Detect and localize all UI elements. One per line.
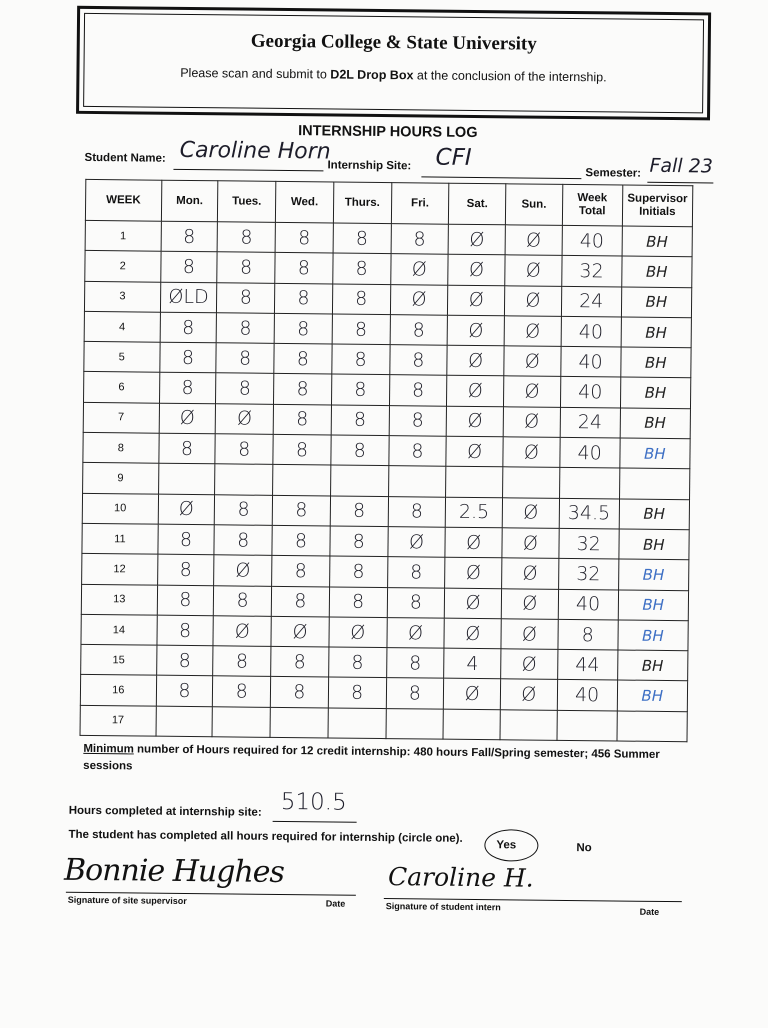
internship-site-value: CFI xyxy=(435,144,472,171)
day-hours: 8 xyxy=(333,223,391,254)
day-hours: Ø xyxy=(444,618,501,649)
student-name-line xyxy=(173,169,323,172)
supervisor-signature: Bonnie Hughes xyxy=(63,852,285,891)
day-hours: 8 xyxy=(386,678,444,709)
day-hours: 8 xyxy=(389,375,447,406)
day-hours: 8 xyxy=(387,587,445,618)
supervisor-date-label: Date xyxy=(325,898,346,909)
day-hours xyxy=(330,465,388,496)
day-hours: 8 xyxy=(388,436,446,467)
supervisor-initials: BH xyxy=(622,226,693,257)
day-hours: Ø xyxy=(504,376,561,407)
day-hours: 8 xyxy=(159,342,216,373)
day-hours: 8 xyxy=(330,496,388,527)
day-hours: 8 xyxy=(272,495,330,526)
day-hours xyxy=(212,707,270,738)
day-hours xyxy=(443,709,500,740)
semester-label: Semester: xyxy=(585,167,642,180)
day-hours xyxy=(158,464,215,495)
hours-completed-value: 510.5 xyxy=(280,788,347,816)
day-hours: 8 xyxy=(274,344,332,375)
day-hours: Ø xyxy=(502,558,559,589)
supervisor-signature-label: Signature of site supervisor xyxy=(67,894,187,906)
day-hours: 8 xyxy=(216,343,274,374)
student-name-label: Student Name: xyxy=(84,151,166,165)
day-hours: Ø xyxy=(158,494,215,525)
week-number: 16 xyxy=(80,675,156,706)
day-hours xyxy=(388,466,446,497)
internship-site-label: Internship Site: xyxy=(327,159,412,173)
day-hours: 8 xyxy=(160,312,217,343)
day-hours: 8 xyxy=(386,648,444,679)
student-name-value: Caroline Horn xyxy=(179,137,331,165)
day-hours: 8 xyxy=(275,222,333,253)
week-number: 15 xyxy=(81,645,157,676)
week-total: 40 xyxy=(561,316,621,347)
day-hours: 8 xyxy=(160,251,217,282)
supervisor-initials: BH xyxy=(621,287,692,318)
day-hours xyxy=(270,707,328,738)
day-hours: Ø xyxy=(387,617,445,648)
day-hours: 8 xyxy=(331,374,389,405)
university-name: Georgia College & State University xyxy=(250,30,537,55)
day-hours: Ø xyxy=(503,437,560,468)
day-hours: 8 xyxy=(272,556,330,587)
day-hours xyxy=(328,708,386,739)
week-total: 40 xyxy=(560,437,620,468)
column-header: Thurs. xyxy=(333,182,391,224)
day-hours: 8 xyxy=(332,344,390,375)
day-hours: Ø xyxy=(215,404,273,435)
day-hours xyxy=(156,706,213,737)
day-hours: 8 xyxy=(217,222,275,253)
day-hours: Ø xyxy=(501,588,558,619)
day-hours: Ø xyxy=(445,557,502,588)
day-hours: Ø xyxy=(445,527,502,558)
hours-table xyxy=(80,179,694,742)
table-row xyxy=(80,705,687,742)
week-total: 40 xyxy=(558,589,618,620)
week-total: 32 xyxy=(559,528,619,559)
supervisor-initials: BH xyxy=(619,438,690,469)
day-hours: Ø xyxy=(390,284,448,315)
hours-completed-label: Hours completed at internship site: xyxy=(68,804,262,819)
column-header: Fri. xyxy=(391,183,449,225)
week-total: 24 xyxy=(560,407,620,438)
supervisor-initials xyxy=(619,468,690,499)
day-hours: 8 xyxy=(270,677,328,708)
week-number: 10 xyxy=(82,493,158,524)
day-hours: 8 xyxy=(387,557,445,588)
header-inner-border xyxy=(83,13,704,113)
day-hours xyxy=(503,467,560,498)
supervisor-initials xyxy=(617,711,688,742)
day-hours: Ø xyxy=(445,588,502,619)
day-hours: 8 xyxy=(273,434,331,465)
day-hours: 8 xyxy=(156,645,213,676)
day-hours xyxy=(215,464,273,495)
week-total: 40 xyxy=(557,680,617,711)
supervisor-initials: BH xyxy=(618,590,689,621)
day-hours: 8 xyxy=(157,585,214,616)
day-hours: Ø xyxy=(502,528,559,559)
day-hours: 8 xyxy=(390,314,448,345)
supervisor-initials: BH xyxy=(620,377,691,408)
week-number: 1 xyxy=(85,220,161,251)
student-signature-label: Signature of student intern xyxy=(385,901,501,913)
week-number: 13 xyxy=(81,584,157,615)
supervisor-initials: BH xyxy=(618,620,689,651)
day-hours: 2.5 xyxy=(446,497,503,528)
no-option: No xyxy=(576,842,592,855)
day-hours: 8 xyxy=(391,224,449,255)
column-header: WEEK xyxy=(85,179,161,221)
day-hours: 4 xyxy=(444,648,501,679)
column-header: Supervisor Initials xyxy=(622,185,693,227)
week-number: 12 xyxy=(82,554,158,585)
day-hours xyxy=(273,465,331,496)
semester-value: Fall 23 xyxy=(649,154,713,178)
internship-site-line xyxy=(421,176,581,179)
day-hours: 8 xyxy=(271,586,329,617)
day-hours: Ø xyxy=(504,316,561,347)
day-hours: Ø xyxy=(501,649,558,680)
week-number: 5 xyxy=(84,342,160,373)
column-header: Wed. xyxy=(275,181,333,223)
week-number: 6 xyxy=(84,372,160,403)
day-hours: Ø xyxy=(390,254,448,285)
instruction-text-bold: D2L Drop Box xyxy=(330,67,414,83)
week-total: 44 xyxy=(557,650,617,681)
week-number: 14 xyxy=(81,614,157,645)
day-hours: 8 xyxy=(157,615,214,646)
day-hours: 8 xyxy=(214,585,272,616)
day-hours: Ø xyxy=(501,619,558,650)
day-hours: 8 xyxy=(331,405,389,436)
supervisor-initials: BH xyxy=(619,499,690,530)
week-total: 34.5 xyxy=(559,498,619,529)
day-hours: 8 xyxy=(271,647,329,678)
day-hours: Ø xyxy=(271,616,329,647)
log-title: INTERNSHIP HOURS LOG xyxy=(298,123,478,142)
instruction-text-before: Please scan and submit to xyxy=(180,65,331,82)
day-hours: 8 xyxy=(329,587,387,618)
day-hours: 8 xyxy=(215,434,273,465)
day-hours: Ø xyxy=(446,406,503,437)
day-hours: Ø xyxy=(446,436,503,467)
day-hours: Ø xyxy=(213,616,271,647)
semester-line xyxy=(647,182,713,184)
day-hours: 8 xyxy=(216,373,274,404)
day-hours xyxy=(446,467,503,498)
day-hours: Ø xyxy=(504,285,561,316)
student-date-label: Date xyxy=(639,906,660,917)
day-hours: Ø xyxy=(448,285,505,316)
table-header-row xyxy=(85,179,692,226)
day-hours: 8 xyxy=(215,494,273,525)
day-hours xyxy=(500,710,557,741)
hours-completed-line xyxy=(273,821,357,823)
day-hours: 8 xyxy=(161,221,218,252)
day-hours: 8 xyxy=(332,284,390,315)
day-hours: Ø xyxy=(447,345,504,376)
minimum-hours-note xyxy=(83,741,703,781)
week-number: 3 xyxy=(84,281,160,312)
week-total: 40 xyxy=(561,347,621,378)
day-hours: 8 xyxy=(157,554,214,585)
day-hours: 8 xyxy=(389,345,447,376)
instruction-text-after: at the conclusion of the internship. xyxy=(413,68,607,85)
week-total xyxy=(559,468,619,499)
week-total: 24 xyxy=(561,286,621,317)
day-hours: Ø xyxy=(159,403,216,434)
column-header: Tues. xyxy=(218,181,276,223)
day-hours: 8 xyxy=(217,252,275,283)
day-hours: Ø xyxy=(505,225,562,256)
day-hours: 8 xyxy=(213,646,271,677)
day-hours: 8 xyxy=(332,314,390,345)
day-hours: Ø xyxy=(214,555,272,586)
day-hours: 8 xyxy=(328,647,386,678)
day-hours: 8 xyxy=(275,283,333,314)
supervisor-initials: BH xyxy=(620,408,691,439)
week-total: 32 xyxy=(561,256,621,287)
day-hours: 8 xyxy=(158,524,215,555)
day-hours: 8 xyxy=(217,282,275,313)
week-number: 7 xyxy=(83,402,159,433)
minimum-word: Minimum xyxy=(83,742,134,756)
day-hours: 8 xyxy=(159,373,216,404)
week-number: 4 xyxy=(84,311,160,342)
day-hours: Ø xyxy=(448,224,505,255)
day-hours: Ø xyxy=(502,497,559,528)
week-number: 17 xyxy=(80,705,156,736)
supervisor-initials: BH xyxy=(617,650,688,681)
student-signature: Caroline H. xyxy=(387,862,534,893)
day-hours: 8 xyxy=(272,525,330,556)
all-hours-statement: The student has completed all hours required for internship (circle one). xyxy=(68,828,463,845)
supervisor-initials: BH xyxy=(618,529,689,560)
minimum-rest: number of Hours required for 12 credit internship: 480 hours Fall/Spring semester; 456 Summer sessions xyxy=(83,743,660,773)
day-hours: 8 xyxy=(330,526,388,557)
week-total: 40 xyxy=(562,225,622,256)
week-total: 8 xyxy=(558,619,618,650)
day-hours: 8 xyxy=(156,676,213,707)
day-hours xyxy=(386,708,444,739)
header-box xyxy=(76,6,711,121)
day-hours: 8 xyxy=(214,525,272,556)
day-hours: 8 xyxy=(216,313,274,344)
day-hours: Ø xyxy=(504,346,561,377)
day-hours: 8 xyxy=(328,677,386,708)
day-hours: Ø xyxy=(329,617,387,648)
week-total xyxy=(557,710,617,741)
day-hours: 8 xyxy=(329,556,387,587)
week-number: 8 xyxy=(83,432,159,463)
day-hours: 8 xyxy=(213,676,271,707)
day-hours: 8 xyxy=(331,435,389,466)
yes-option: Yes xyxy=(496,839,517,852)
supervisor-initials: BH xyxy=(620,347,691,378)
week-number: 2 xyxy=(85,251,161,282)
column-header: Sun. xyxy=(505,184,562,226)
day-hours: Ø xyxy=(447,376,504,407)
day-hours: 8 xyxy=(389,405,447,436)
day-hours: 8 xyxy=(333,253,391,284)
column-header: Sat. xyxy=(449,183,506,225)
supervisor-initials: BH xyxy=(618,559,689,590)
day-hours: Ø xyxy=(505,255,562,286)
day-hours: 8 xyxy=(274,313,332,344)
day-hours: Ø xyxy=(503,407,560,438)
supervisor-initials: BH xyxy=(617,680,688,711)
day-hours: Ø xyxy=(447,315,504,346)
day-hours: 8 xyxy=(274,374,332,405)
day-hours: Ø xyxy=(444,679,501,710)
column-header: Week Total xyxy=(562,184,622,226)
supervisor-initials: BH xyxy=(621,317,692,348)
table-body xyxy=(80,220,692,741)
day-hours: 8 xyxy=(275,253,333,284)
day-hours: Ø xyxy=(448,254,505,285)
week-total: 32 xyxy=(558,559,618,590)
day-hours: ØLD xyxy=(160,282,217,313)
day-hours: 8 xyxy=(273,404,331,435)
day-hours: Ø xyxy=(387,527,445,558)
day-hours: 8 xyxy=(388,496,446,527)
week-number: 9 xyxy=(83,463,159,494)
week-number: 11 xyxy=(82,523,158,554)
column-header: Mon. xyxy=(161,180,218,222)
week-total: 40 xyxy=(560,377,620,408)
supervisor-initials: BH xyxy=(621,256,692,287)
day-hours: Ø xyxy=(500,679,557,710)
day-hours: 8 xyxy=(158,433,215,464)
